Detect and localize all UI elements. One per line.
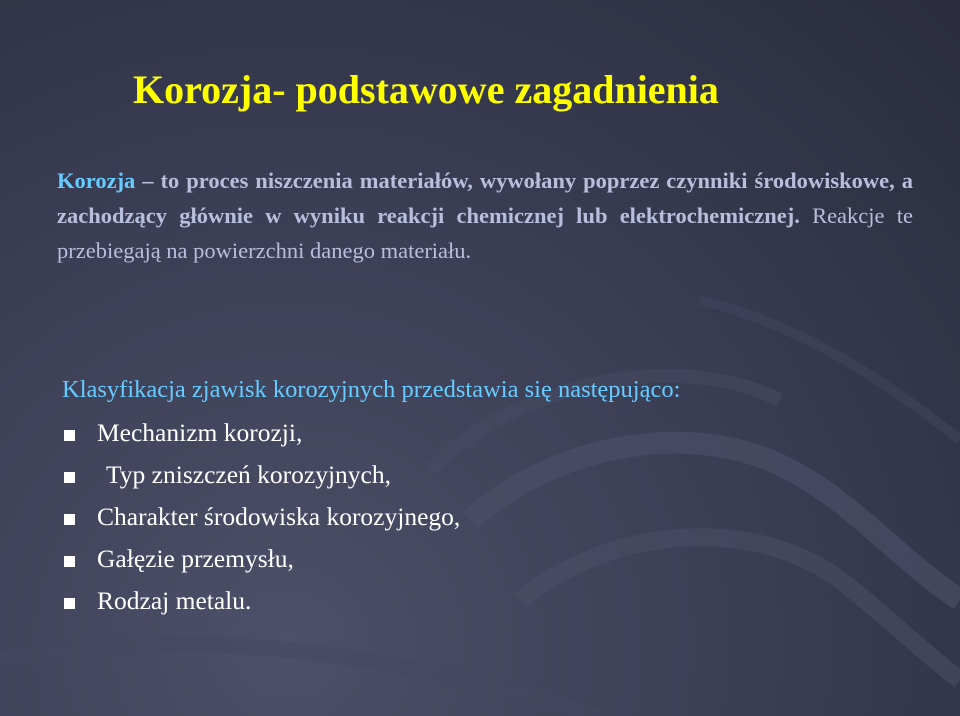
definition-text-bold: – to proces niszczenia materiałów, wywołany poprzez czynniki środowiskowe, a zachodzący głównie w wyniku reakcji chemicznej lub elektrochemicznej. — [57, 168, 913, 228]
list-item-text: Charakter środowiska korozyjnego, — [97, 502, 461, 531]
definition-paragraph — [57, 163, 913, 268]
square-bullet-icon — [64, 430, 75, 441]
slide-title: Korozja- podstawowe zagadnienia — [133, 67, 719, 112]
list-item-text: Rodzaj metalu. — [97, 586, 252, 615]
square-bullet-icon — [64, 514, 75, 525]
definition-term: Korozja — [57, 168, 136, 193]
definition-text-regular: Reakcje te przebiegają na powierzchni danego materiału. — [57, 203, 913, 263]
square-bullet-icon — [64, 556, 75, 567]
list-item-text: Gałęzie przemysłu, — [97, 544, 294, 573]
list-item-text: Mechanizm korozji, — [97, 418, 303, 447]
list-item-text: Typ zniszczeń korozyjnych, — [106, 460, 391, 489]
classification-heading: Klasyfikacja zjawisk korozyjnych przedstawia się następująco: — [62, 376, 681, 403]
square-bullet-icon — [64, 472, 75, 483]
square-bullet-icon — [64, 598, 75, 609]
